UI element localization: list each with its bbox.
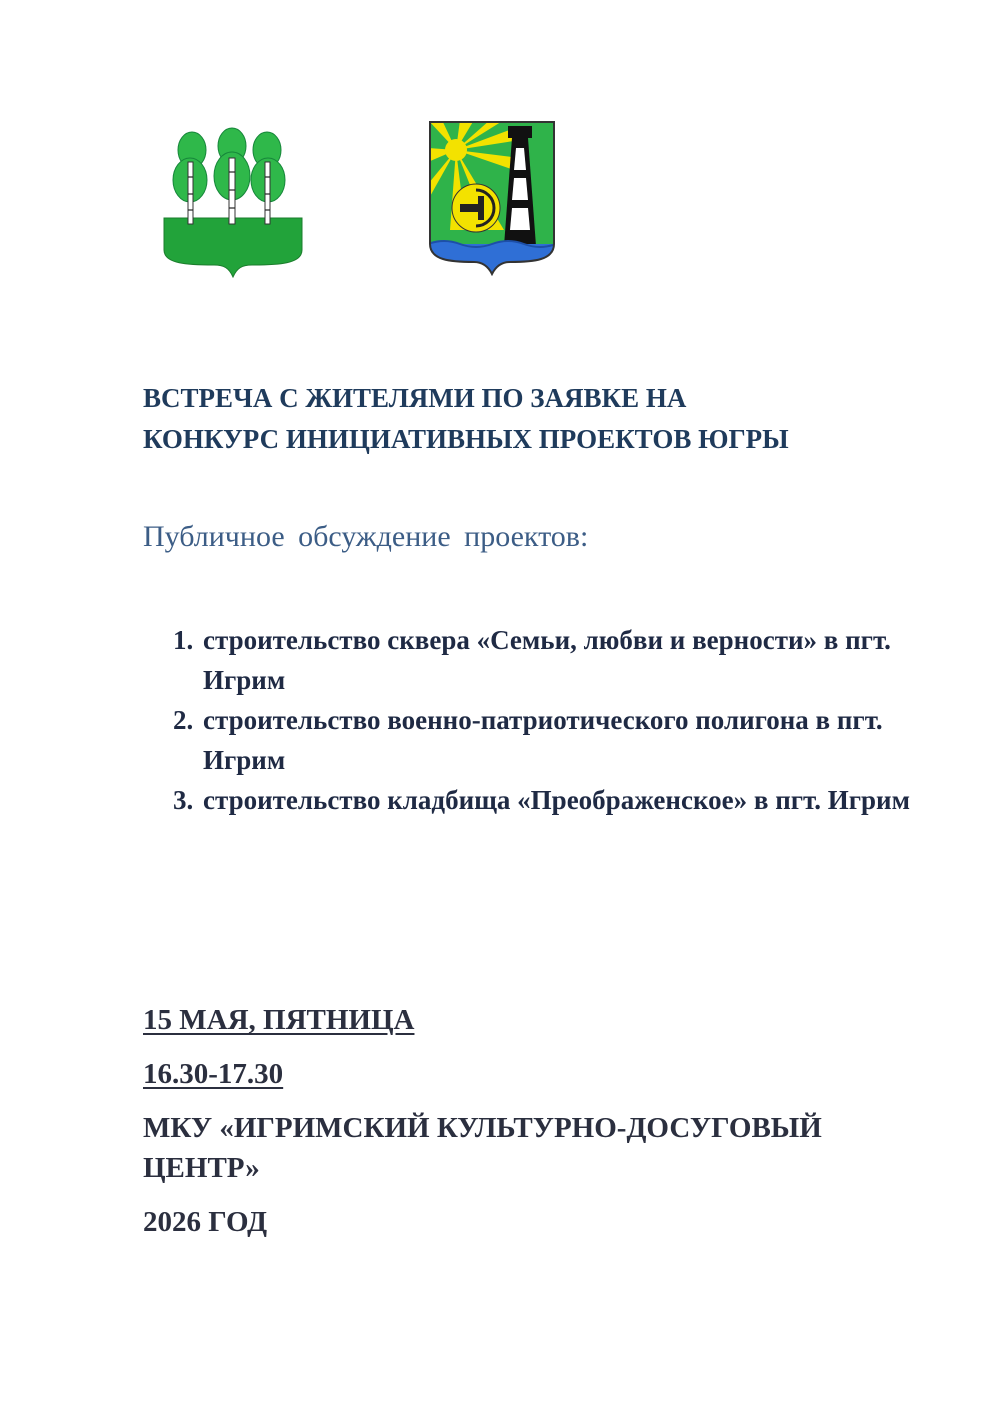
oil-derrick-sun-coat-of-arms-icon [428,120,556,276]
list-item [173,620,933,700]
title-line-1: ВСТРЕЧА С ЖИТЕЛЯМИ ПО ЗАЯВКЕ НА [143,383,687,413]
announcement-title [143,378,943,460]
event-year: 2026 ГОД [143,1206,268,1238]
discussion-subheading: Публичное обсуждение проектов: [143,520,589,553]
event-details [143,1000,943,1242]
list-item-number: 1. [173,625,194,655]
title-line-2: КОНКУРС ИНИЦИАТИВНЫХ ПРОЕКТОВ ЮГРЫ [143,424,789,454]
list-item-number: 3. [173,785,194,815]
event-time: 16.30-17.30 [143,1058,284,1090]
list-item [173,700,933,780]
list-item-number: 2. [173,705,194,735]
list-item-text: строительство кладбища «Преображенское» в пгт. Игрим [203,785,910,815]
list-item [173,780,933,820]
list-item-text: строительство военно-патриотического полигона в пгт. Игрим [203,705,883,775]
list-item-text: строительство сквера «Семьи, любви и верности» в пгт. Игрим [203,625,891,695]
projects-list [173,620,933,820]
event-date: 15 МАЯ, ПЯТНИЦА [143,1004,415,1036]
birch-trees-coat-of-arms-icon [160,122,306,278]
event-venue: МКУ «ИГРИМСКИЙ КУЛЬТУРНО-ДОСУГОВЫЙ ЦЕНТР» [143,1112,822,1184]
